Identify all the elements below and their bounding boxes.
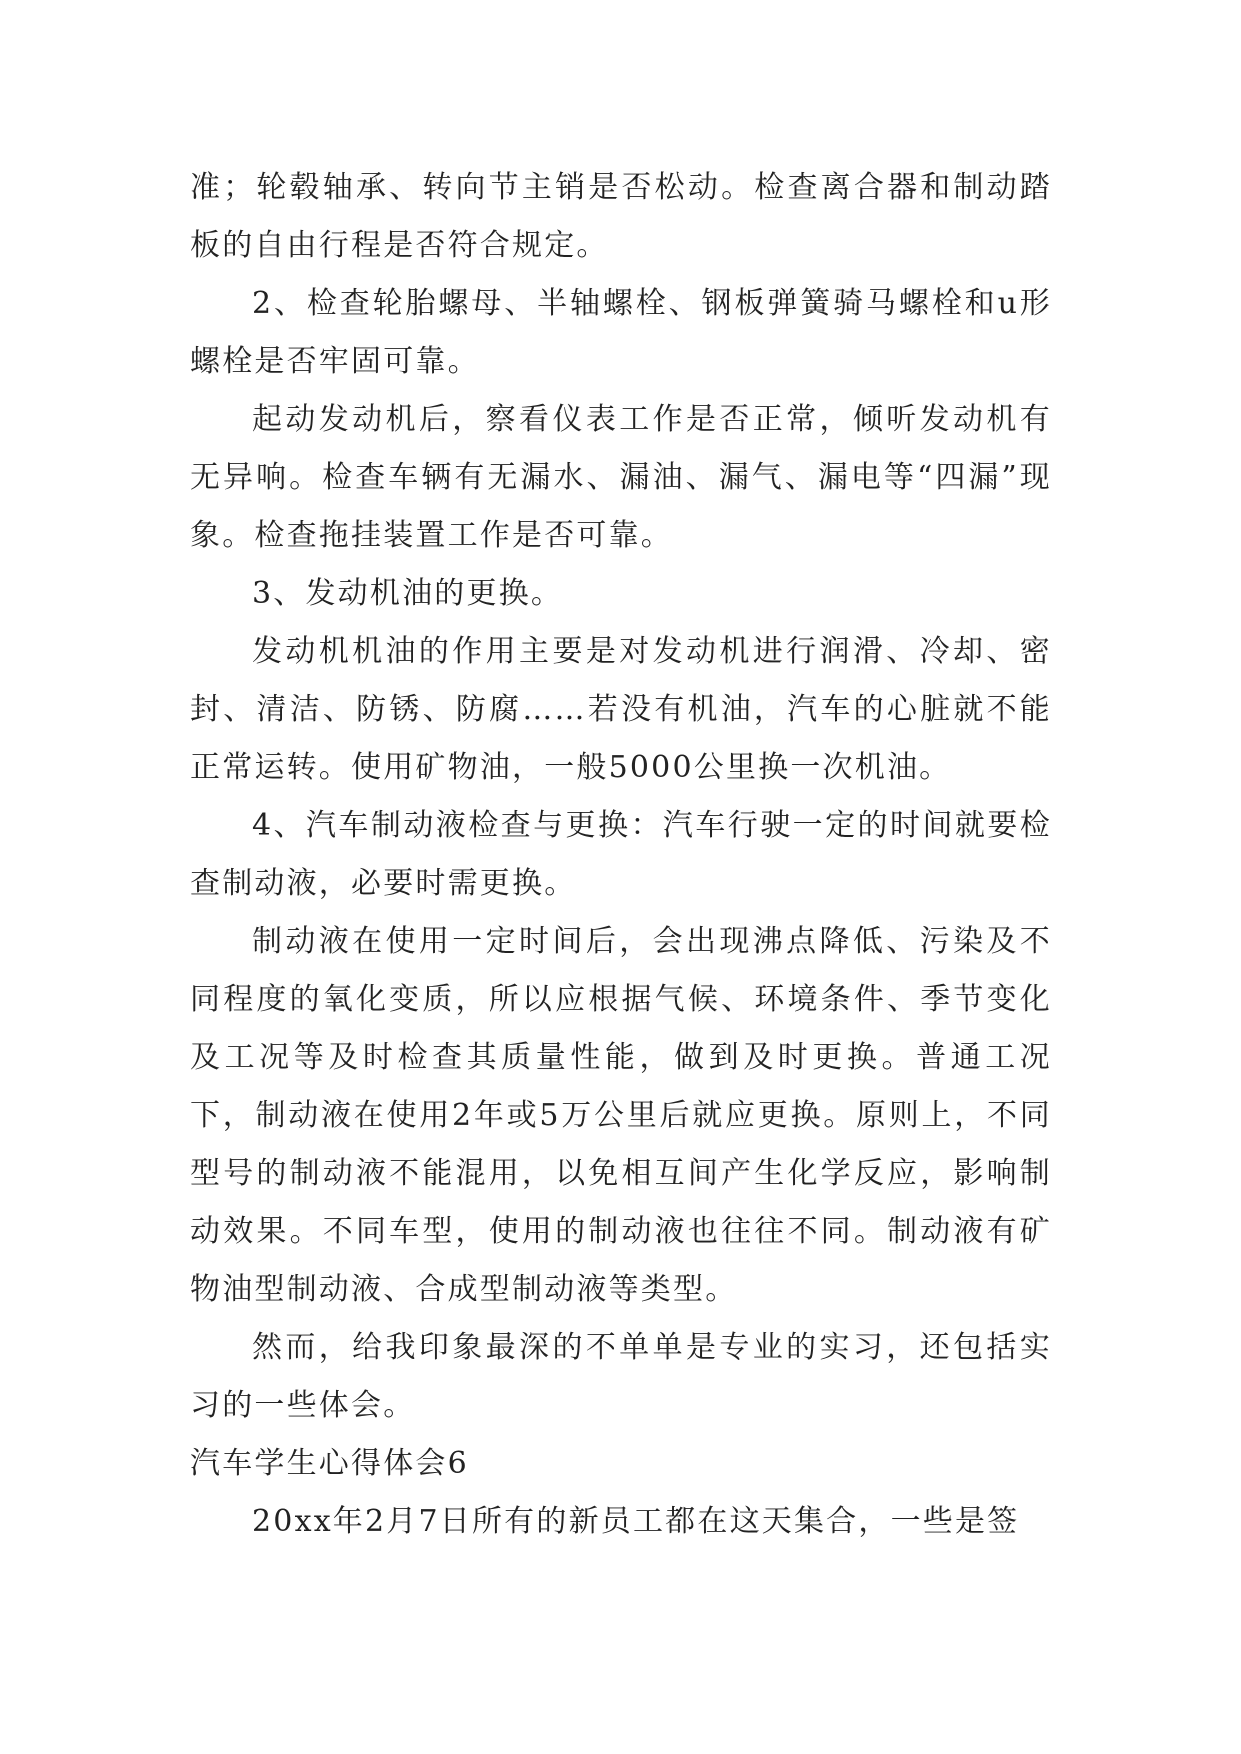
paragraph-item-4: 4、汽车制动液检查与更换：汽车行驶一定的时间就要检查制动液，必要时需更换。 — [190, 808, 1052, 901]
paragraph-engine-oil: 发动机机油的作用主要是对发动机进行润滑、冷却、密封、清洁、防锈、防腐……若没有机油，汽车的心脏就不能正常运转。使用矿物油，一般5000公里换一次机油。 — [190, 634, 1052, 785]
paragraph-continued: 准；轮毂轴承、转向节主销是否松动。检查离合器和制动踏板的自由行程是否符合规定。 — [190, 170, 1052, 263]
paragraph-engine-start: 起动发动机后，察看仪表工作是否正常，倾听发动机有无异响。检查车辆有无漏水、漏油、漏气、漏电等“四漏”现象。检查拖挂装置工作是否可靠。 — [190, 402, 1052, 553]
paragraph-impression: 然而，给我印象最深的不单单是专业的实习，还包括实习的一些体会。 — [190, 1330, 1052, 1423]
paragraph-final: 20xx年2月7日所有的新员工都在这天集合，一些是签 — [252, 1504, 1020, 1539]
paragraph-brake-fluid: 制动液在使用一定时间后，会出现沸点降低、污染及不同程度的氧化变质，所以应根据气候、环境条件、季节变化及工况等及时检查其质量性能，做到及时更换。普通工况下，制动液在使用2年或5万公里后就应更换。原则上，不同型号的制动液不能混用，以免相互间产生化学反应，影响制动效果。不同车型，使用的制动液也往往不同。制动液有矿物油型制动液、合成型制动液等类型。 — [190, 924, 1052, 1307]
paragraph-item-2: 2、检查轮胎螺母、半轴螺栓、钢板弹簧骑马螺栓和u形螺栓是否牢固可靠。 — [190, 286, 1052, 379]
document-body — [190, 159, 1052, 1551]
section-heading: 汽车学生心得体会6 — [190, 1446, 469, 1481]
paragraph-item-3: 3、发动机油的更换。 — [252, 576, 564, 611]
